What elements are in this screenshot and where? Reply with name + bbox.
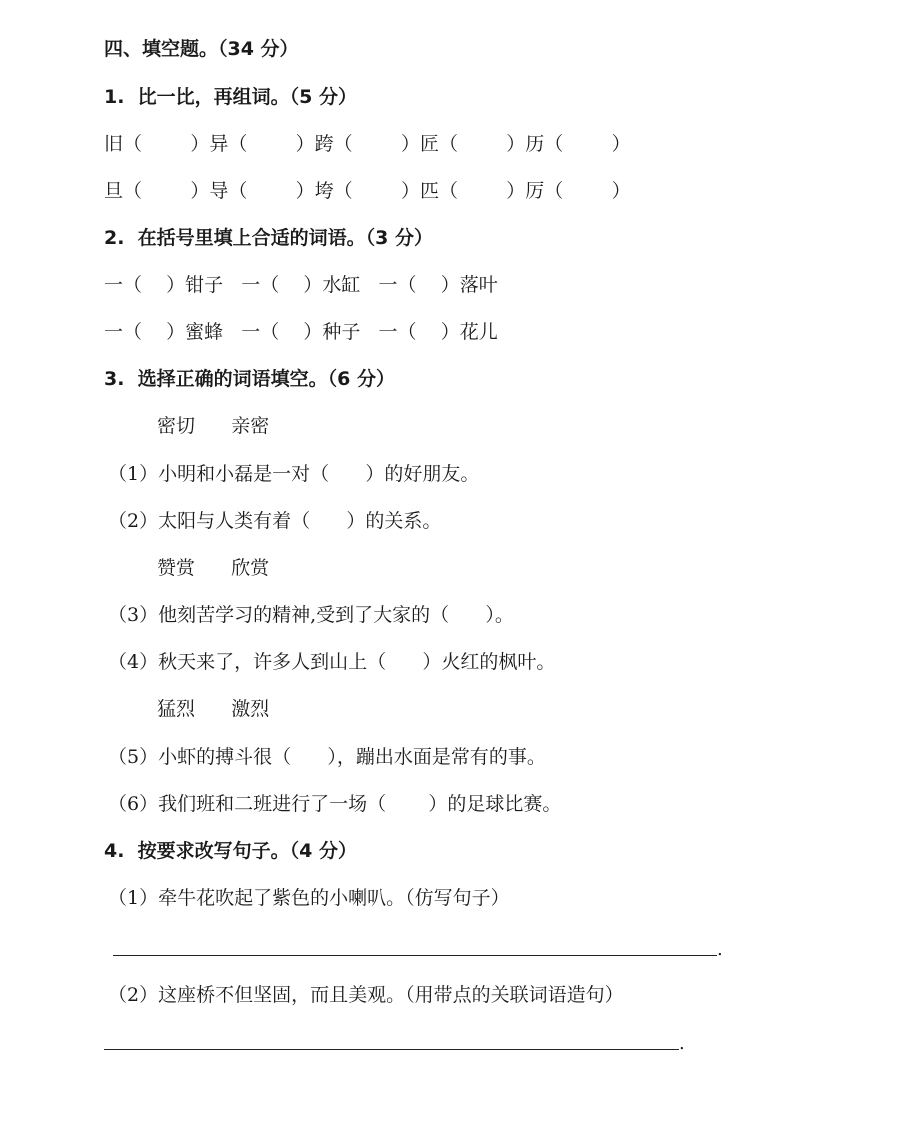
q4-title: 4. 按要求改写句子。（4 分） — [104, 840, 358, 862]
q3-word-group-2: 赞赏 欣赏 — [157, 557, 270, 579]
q3-item-3: （3）他刻苦学习的精神,受到了大家的（ ）。 — [108, 604, 514, 626]
q4-item-1: （1）牵牛花吹起了紫色的小喇叭。（仿写句子） — [108, 887, 510, 909]
answer-line-1[interactable] — [113, 955, 717, 956]
q3-word-group-1: 密切 亲密 — [157, 415, 270, 437]
q1-row1: 旧（ ）异（ ）跨（ ）匠（ ）历（ ） — [104, 133, 631, 155]
q3-item-1: （1）小明和小磊是一对（ ）的好朋友。 — [108, 463, 480, 485]
q3-title: 3. 选择正确的词语填空。（6 分） — [104, 368, 396, 390]
answer-line-1-end-mark: . — [717, 939, 723, 960]
q2-title: 2. 在括号里填上合适的词语。（3 分） — [104, 227, 434, 249]
q2-row2: 一（ ）蜜蜂 一（ ）种子 一（ ）花儿 — [104, 321, 498, 343]
q3-item-2: （2）太阳与人类有着（ ）的关系。 — [108, 510, 442, 532]
q4-item-2: （2）这座桥不但坚固，而且美观。（用带点的关联词语造句） — [108, 984, 624, 1006]
answer-line-2[interactable] — [104, 1049, 679, 1050]
q1-title: 1. 比一比，再组词。（5 分） — [104, 86, 358, 108]
q3-item-6: （6）我们班和二班进行了一场（ ）的足球比赛。 — [108, 793, 562, 815]
answer-line-2-end-mark: . — [679, 1033, 685, 1054]
q3-item-5: （5）小虾的搏斗很（ ），蹦出水面是常有的事。 — [108, 746, 546, 768]
q3-word-group-3: 猛烈 激烈 — [157, 698, 270, 720]
section-title: 四、填空题。（34 分） — [104, 38, 299, 60]
q1-row2: 旦（ ）导（ ）垮（ ）匹（ ）厉（ ） — [104, 180, 631, 202]
q2-row1: 一（ ）钳子 一（ ）水缸 一（ ）落叶 — [104, 274, 498, 296]
q3-item-4: （4）秋天来了，许多人到山上（ ）火红的枫叶。 — [108, 651, 556, 673]
